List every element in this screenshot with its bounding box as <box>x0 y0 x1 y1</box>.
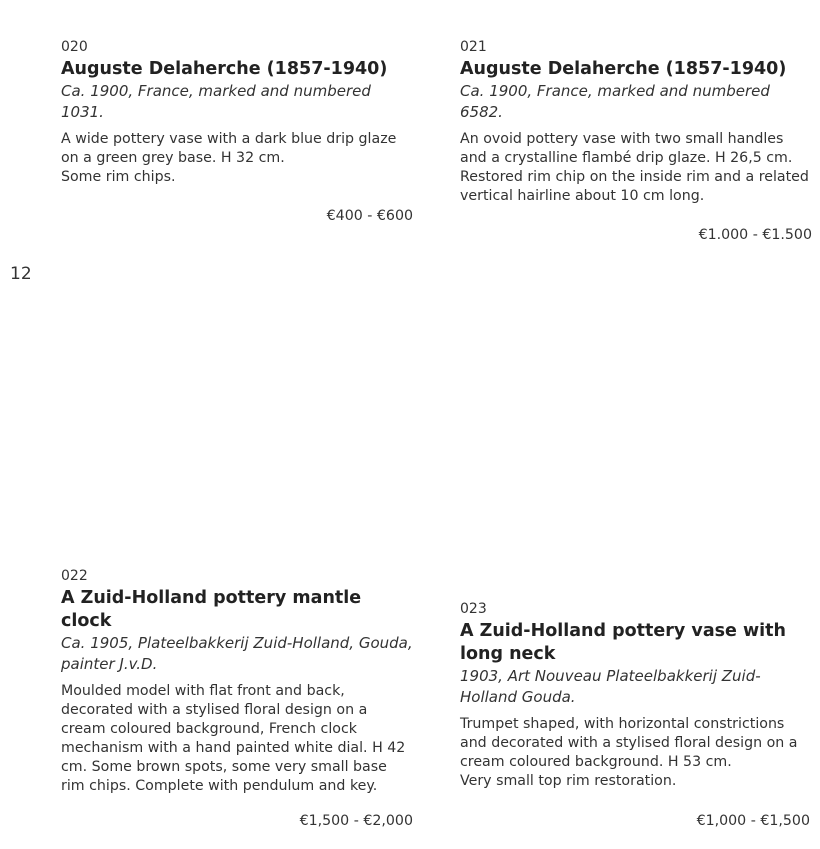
lot-subtitle: Ca. 1900, France, marked and numbered 6582. <box>460 82 770 121</box>
lot-subtitle: 1903, Art Nouveau Plateelbakkerij Zuid-Holland Gouda. <box>460 667 761 706</box>
lot-title: A Zuid-Holland pottery mantle clock <box>61 588 362 631</box>
lot-estimate: €1.000 - €1.500 <box>698 227 812 243</box>
lot-estimate: €400 - €600 <box>326 208 413 224</box>
lot-estimate: €1,000 - €1,500 <box>696 813 810 829</box>
lot-number: 020 <box>61 39 88 55</box>
lot-number: 023 <box>460 601 487 617</box>
lot-entry-020 <box>61 38 413 224</box>
lot-description: An ovoid pottery vase with two small handles and a crystalline flambé drip glaze. H 26,5 cm. Restored rim chip on the inside rim and a related vertical hairline about 10 cm long. <box>460 131 809 204</box>
lot-number: 021 <box>460 39 487 55</box>
lot-number: 022 <box>61 568 88 584</box>
lot-entry-021 <box>460 38 812 243</box>
lot-subtitle: Ca. 1900, France, marked and numbered 1031. <box>61 82 371 121</box>
lot-subtitle: Ca. 1905, Plateelbakkerij Zuid-Holland, Gouda, painter J.v.D. <box>61 634 413 673</box>
lot-entry-023 <box>460 600 810 829</box>
lot-estimate: €1,500 - €2,000 <box>299 813 413 829</box>
lot-title: Auguste Delaherche (1857-1940) <box>460 59 787 79</box>
lot-description: Moulded model with flat front and back, decorated with a stylised floral design on a cream coloured background, French clock mechanism with a hand painted white dial. H 42 cm. Some brown spots, some very small base rim chips. Complete with pendulum and key. <box>61 683 406 794</box>
page-number: 12 <box>10 264 32 284</box>
lot-title: A Zuid-Holland pottery vase with long neck <box>460 621 786 664</box>
lot-description: A wide pottery vase with a dark blue drip glaze on a green grey base. H 32 cm. Some rim chips. <box>61 131 397 185</box>
lot-description: Trumpet shaped, with horizontal constrictions and decorated with a stylised floral design on a cream coloured background. H 53 cm. Very small top rim restoration. <box>460 716 798 789</box>
lot-entry-022 <box>61 567 413 829</box>
lot-title: Auguste Delaherche (1857-1940) <box>61 59 388 79</box>
